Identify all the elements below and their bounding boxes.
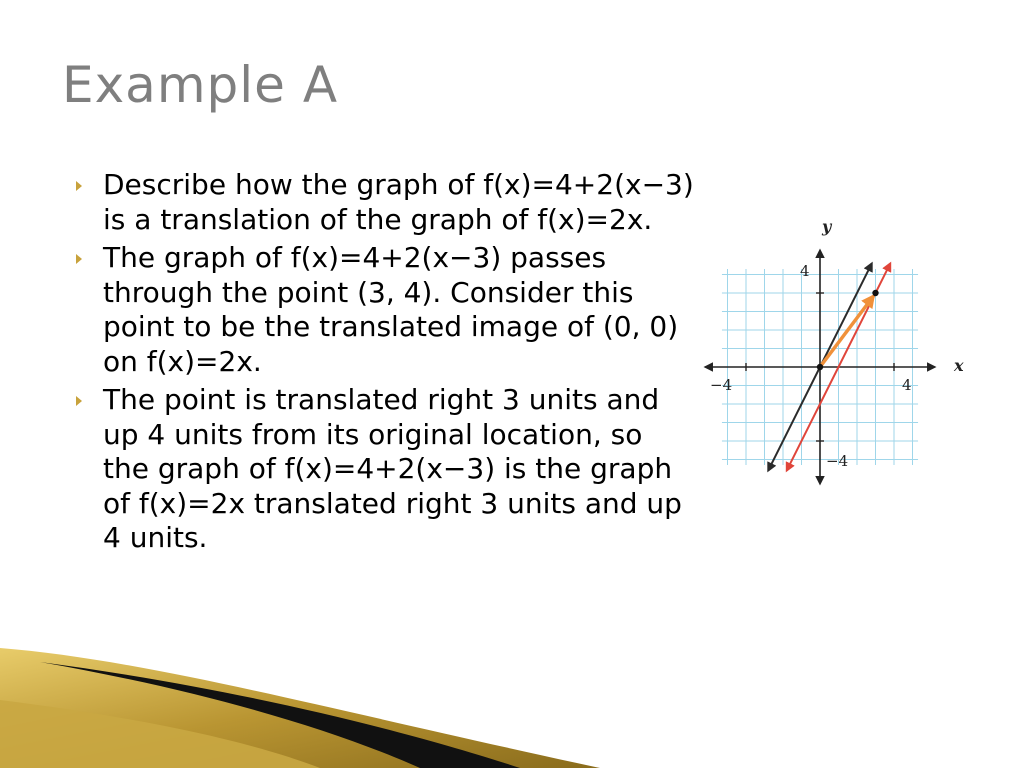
x-tick-label-neg: −4	[710, 376, 733, 394]
bullet-arrow-icon	[76, 396, 82, 406]
bullet-item	[74, 168, 694, 237]
x-axis-label: x	[954, 356, 964, 375]
bullet-arrow-icon	[76, 254, 82, 264]
y-tick-label-pos: 4	[800, 262, 810, 280]
bullet-text: Describe how the graph of f(x)=4+2(x−3) is a translation of the graph of f(x)=2x.	[103, 168, 694, 236]
bullet-arrow-icon	[76, 181, 82, 191]
bullet-text: The graph of f(x)=4+2(x−3) passes through the point (3, 4). Consider this point to be the translated image of (0, 0) on f(x)=2x.	[103, 241, 679, 378]
graph-point	[872, 290, 878, 296]
bullet-item	[74, 383, 694, 556]
y-axis-label: y	[822, 217, 832, 236]
graph-point	[817, 364, 823, 370]
y-tick-label-neg: −4	[826, 452, 849, 470]
translation-graph	[690, 210, 980, 500]
bullet-list	[74, 168, 694, 560]
bullet-item	[74, 241, 694, 379]
slide-title: Example A	[62, 56, 339, 114]
x-tick-label-pos: 4	[902, 376, 912, 394]
bullet-text: The point is translated right 3 units and up 4 units from its original location, so the graph of f(x)=4+2(x−3) is the graph of f(x)=2x translated right 3 units and up 4 units.	[103, 383, 682, 554]
translation-arrow	[820, 296, 874, 367]
